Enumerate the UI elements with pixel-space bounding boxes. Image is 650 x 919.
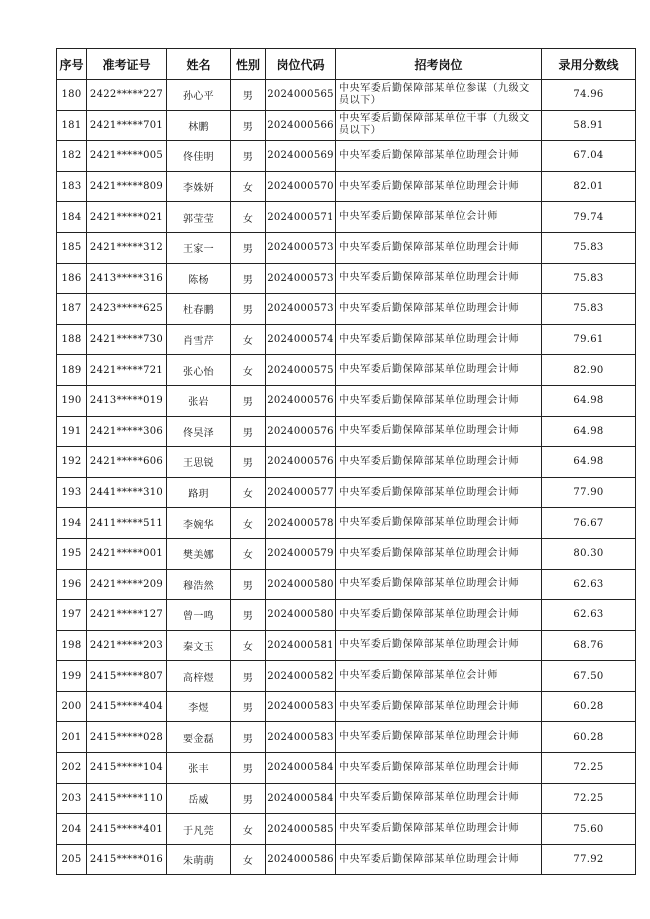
cell-name: 郭莹莹 [167, 202, 231, 233]
cell-name: 李煜 [167, 691, 231, 722]
results-table [56, 48, 636, 875]
cell-post-code: 2024000580 [266, 600, 336, 631]
table-row [57, 80, 636, 111]
cell-seq: 195 [57, 538, 87, 569]
cell-post: 中央军委后勤保障部某单位助理会计师 [336, 232, 542, 263]
table-row [57, 232, 636, 263]
cell-seq: 200 [57, 691, 87, 722]
table-row [57, 814, 636, 845]
cell-seq: 203 [57, 783, 87, 814]
cell-gender: 女 [231, 538, 266, 569]
table-row [57, 508, 636, 539]
cell-score: 72.25 [542, 783, 636, 814]
table-row [57, 569, 636, 600]
cell-post-code: 2024000573 [266, 232, 336, 263]
cell-score: 58.91 [542, 110, 636, 141]
table-row [57, 447, 636, 478]
cell-post: 中央军委后勤保障部某单位助理会计师 [336, 508, 542, 539]
cell-exam-no: 2421*****021 [87, 202, 167, 233]
cell-seq: 197 [57, 600, 87, 631]
cell-post-code: 2024000570 [266, 171, 336, 202]
header-score: 录用分数线 [542, 49, 636, 80]
cell-seq: 202 [57, 753, 87, 784]
cell-post-code: 2024000569 [266, 141, 336, 172]
cell-score: 64.98 [542, 385, 636, 416]
cell-gender: 女 [231, 202, 266, 233]
cell-score: 62.63 [542, 569, 636, 600]
cell-name: 杜春鹏 [167, 294, 231, 325]
cell-gender: 男 [231, 263, 266, 294]
cell-post: 中央军委后勤保障部某单位助理会计师 [336, 263, 542, 294]
cell-score: 79.74 [542, 202, 636, 233]
cell-score: 77.92 [542, 844, 636, 875]
cell-name: 秦文玉 [167, 630, 231, 661]
cell-post-code: 2024000583 [266, 691, 336, 722]
cell-post-code: 2024000581 [266, 630, 336, 661]
cell-post-code: 2024000576 [266, 416, 336, 447]
cell-post: 中央军委后勤保障部某单位助理会计师 [336, 416, 542, 447]
header-name: 姓名 [167, 49, 231, 80]
cell-post-code: 2024000582 [266, 661, 336, 692]
cell-post-code: 2024000565 [266, 80, 336, 111]
cell-exam-no: 2423*****625 [87, 294, 167, 325]
cell-exam-no: 2421*****306 [87, 416, 167, 447]
table-row [57, 171, 636, 202]
cell-seq: 191 [57, 416, 87, 447]
cell-post-code: 2024000584 [266, 783, 336, 814]
table-row [57, 630, 636, 661]
cell-gender: 男 [231, 294, 266, 325]
cell-seq: 189 [57, 355, 87, 386]
cell-name: 朱萌萌 [167, 844, 231, 875]
cell-post-code: 2024000584 [266, 753, 336, 784]
table-row [57, 263, 636, 294]
cell-post: 中央军委后勤保障部某单位助理会计师 [336, 171, 542, 202]
cell-exam-no: 2421*****730 [87, 324, 167, 355]
cell-score: 72.25 [542, 753, 636, 784]
cell-seq: 188 [57, 324, 87, 355]
cell-post: 中央军委后勤保障部某单位参谋（九级文员以下） [336, 80, 542, 111]
header-gender: 性别 [231, 49, 266, 80]
cell-post: 中央军委后勤保障部某单位助理会计师 [336, 691, 542, 722]
cell-seq: 193 [57, 477, 87, 508]
cell-seq: 182 [57, 141, 87, 172]
cell-gender: 男 [231, 783, 266, 814]
cell-exam-no: 2421*****606 [87, 447, 167, 478]
cell-post: 中央军委后勤保障部某单位助理会计师 [336, 753, 542, 784]
cell-score: 62.63 [542, 600, 636, 631]
cell-post-code: 2024000571 [266, 202, 336, 233]
cell-gender: 男 [231, 447, 266, 478]
cell-name: 樊美娜 [167, 538, 231, 569]
cell-exam-no: 2421*****209 [87, 569, 167, 600]
cell-seq: 192 [57, 447, 87, 478]
table-row [57, 110, 636, 141]
table-row [57, 294, 636, 325]
header-exam-no: 准考证号 [87, 49, 167, 80]
table-row [57, 416, 636, 447]
cell-exam-no: 2415*****807 [87, 661, 167, 692]
cell-seq: 199 [57, 661, 87, 692]
cell-exam-no: 2421*****721 [87, 355, 167, 386]
cell-post-code: 2024000578 [266, 508, 336, 539]
cell-post-code: 2024000585 [266, 814, 336, 845]
cell-post: 中央军委后勤保障部某单位助理会计师 [336, 447, 542, 478]
cell-exam-no: 2415*****028 [87, 722, 167, 753]
cell-score: 64.98 [542, 447, 636, 478]
cell-exam-no: 2421*****127 [87, 600, 167, 631]
cell-score: 67.04 [542, 141, 636, 172]
cell-gender: 男 [231, 416, 266, 447]
cell-post-code: 2024000576 [266, 385, 336, 416]
cell-post-code: 2024000583 [266, 722, 336, 753]
cell-post: 中央军委后勤保障部某单位助理会计师 [336, 294, 542, 325]
cell-exam-no: 2421*****701 [87, 110, 167, 141]
header-row [57, 49, 636, 80]
cell-seq: 186 [57, 263, 87, 294]
cell-post: 中央军委后勤保障部某单位会计师 [336, 661, 542, 692]
cell-gender: 男 [231, 141, 266, 172]
cell-gender: 男 [231, 753, 266, 784]
cell-gender: 女 [231, 814, 266, 845]
cell-name: 路玥 [167, 477, 231, 508]
cell-score: 60.28 [542, 722, 636, 753]
cell-name: 张丰 [167, 753, 231, 784]
cell-post: 中央军委后勤保障部某单位助理会计师 [336, 722, 542, 753]
cell-score: 75.60 [542, 814, 636, 845]
cell-name: 张岩 [167, 385, 231, 416]
cell-gender: 男 [231, 569, 266, 600]
cell-name: 陈杨 [167, 263, 231, 294]
cell-gender: 女 [231, 844, 266, 875]
cell-name: 王思锐 [167, 447, 231, 478]
cell-seq: 181 [57, 110, 87, 141]
cell-exam-no: 2415*****110 [87, 783, 167, 814]
cell-name: 林鹏 [167, 110, 231, 141]
cell-gender: 男 [231, 80, 266, 111]
cell-post: 中央军委后勤保障部某单位助理会计师 [336, 141, 542, 172]
cell-post: 中央军委后勤保障部某单位干事（九级文员以下） [336, 110, 542, 141]
cell-score: 75.83 [542, 263, 636, 294]
table-row [57, 538, 636, 569]
cell-seq: 183 [57, 171, 87, 202]
cell-exam-no: 2411*****511 [87, 508, 167, 539]
cell-gender: 男 [231, 232, 266, 263]
table-row [57, 661, 636, 692]
cell-score: 60.28 [542, 691, 636, 722]
cell-seq: 180 [57, 80, 87, 111]
table-row [57, 691, 636, 722]
table-row [57, 141, 636, 172]
cell-seq: 198 [57, 630, 87, 661]
table-row [57, 844, 636, 875]
cell-score: 76.67 [542, 508, 636, 539]
cell-post-code: 2024000580 [266, 569, 336, 600]
cell-exam-no: 2422*****227 [87, 80, 167, 111]
cell-score: 82.90 [542, 355, 636, 386]
cell-seq: 184 [57, 202, 87, 233]
table-row [57, 385, 636, 416]
cell-post: 中央军委后勤保障部某单位助理会计师 [336, 569, 542, 600]
cell-score: 82.01 [542, 171, 636, 202]
cell-exam-no: 2441*****310 [87, 477, 167, 508]
table-body [57, 80, 636, 875]
cell-gender: 女 [231, 171, 266, 202]
cell-name: 佟昊泽 [167, 416, 231, 447]
cell-score: 80.30 [542, 538, 636, 569]
cell-post: 中央军委后勤保障部某单位助理会计师 [336, 844, 542, 875]
cell-seq: 187 [57, 294, 87, 325]
cell-post-code: 2024000574 [266, 324, 336, 355]
cell-name: 李婉华 [167, 508, 231, 539]
cell-gender: 男 [231, 385, 266, 416]
cell-post-code: 2024000579 [266, 538, 336, 569]
cell-exam-no: 2421*****001 [87, 538, 167, 569]
cell-post: 中央军委后勤保障部某单位助理会计师 [336, 538, 542, 569]
cell-score: 64.98 [542, 416, 636, 447]
cell-post-code: 2024000573 [266, 263, 336, 294]
cell-exam-no: 2421*****203 [87, 630, 167, 661]
header-post: 招考岗位 [336, 49, 542, 80]
cell-seq: 194 [57, 508, 87, 539]
cell-post-code: 2024000575 [266, 355, 336, 386]
cell-gender: 女 [231, 324, 266, 355]
cell-post-code: 2024000573 [266, 294, 336, 325]
cell-exam-no: 2421*****312 [87, 232, 167, 263]
cell-seq: 201 [57, 722, 87, 753]
cell-name: 张心怡 [167, 355, 231, 386]
cell-post-code: 2024000577 [266, 477, 336, 508]
cell-exam-no: 2421*****005 [87, 141, 167, 172]
cell-post: 中央军委后勤保障部某单位助理会计师 [336, 814, 542, 845]
cell-exam-no: 2413*****019 [87, 385, 167, 416]
cell-name: 岳威 [167, 783, 231, 814]
cell-post: 中央军委后勤保障部某单位助理会计师 [336, 630, 542, 661]
cell-post-code: 2024000586 [266, 844, 336, 875]
cell-post-code: 2024000576 [266, 447, 336, 478]
cell-seq: 204 [57, 814, 87, 845]
cell-gender: 男 [231, 661, 266, 692]
cell-name: 要金磊 [167, 722, 231, 753]
cell-score: 67.50 [542, 661, 636, 692]
cell-name: 李姝妍 [167, 171, 231, 202]
cell-post: 中央军委后勤保障部某单位助理会计师 [336, 324, 542, 355]
cell-score: 75.83 [542, 232, 636, 263]
cell-seq: 190 [57, 385, 87, 416]
cell-exam-no: 2415*****016 [87, 844, 167, 875]
cell-gender: 男 [231, 600, 266, 631]
cell-name: 肖雪芹 [167, 324, 231, 355]
table-row [57, 783, 636, 814]
table-row [57, 324, 636, 355]
table-row [57, 355, 636, 386]
cell-name: 孙心平 [167, 80, 231, 111]
cell-name: 王家一 [167, 232, 231, 263]
cell-exam-no: 2421*****809 [87, 171, 167, 202]
cell-exam-no: 2413*****316 [87, 263, 167, 294]
cell-gender: 男 [231, 691, 266, 722]
cell-gender: 女 [231, 477, 266, 508]
cell-score: 75.83 [542, 294, 636, 325]
cell-seq: 205 [57, 844, 87, 875]
cell-name: 曾一鸣 [167, 600, 231, 631]
cell-seq: 185 [57, 232, 87, 263]
cell-exam-no: 2415*****401 [87, 814, 167, 845]
cell-post: 中央军委后勤保障部某单位会计师 [336, 202, 542, 233]
table-row [57, 477, 636, 508]
cell-post: 中央军委后勤保障部某单位助理会计师 [336, 600, 542, 631]
cell-gender: 女 [231, 508, 266, 539]
cell-gender: 女 [231, 630, 266, 661]
cell-name: 穆浩然 [167, 569, 231, 600]
cell-post: 中央军委后勤保障部某单位助理会计师 [336, 355, 542, 386]
cell-gender: 男 [231, 722, 266, 753]
cell-score: 74.96 [542, 80, 636, 111]
cell-score: 68.76 [542, 630, 636, 661]
header-post-code: 岗位代码 [266, 49, 336, 80]
table-row [57, 600, 636, 631]
cell-name: 佟佳明 [167, 141, 231, 172]
table-row [57, 722, 636, 753]
cell-gender: 女 [231, 355, 266, 386]
cell-exam-no: 2415*****404 [87, 691, 167, 722]
table-row [57, 202, 636, 233]
cell-post-code: 2024000566 [266, 110, 336, 141]
cell-seq: 196 [57, 569, 87, 600]
header-seq: 序号 [57, 49, 87, 80]
cell-score: 79.61 [542, 324, 636, 355]
cell-name: 高梓煜 [167, 661, 231, 692]
cell-name: 于凡莞 [167, 814, 231, 845]
cell-post: 中央军委后勤保障部某单位助理会计师 [336, 477, 542, 508]
cell-score: 77.90 [542, 477, 636, 508]
cell-exam-no: 2415*****104 [87, 753, 167, 784]
cell-gender: 男 [231, 110, 266, 141]
cell-post: 中央军委后勤保障部某单位助理会计师 [336, 783, 542, 814]
cell-post: 中央军委后勤保障部某单位助理会计师 [336, 385, 542, 416]
table-row [57, 753, 636, 784]
